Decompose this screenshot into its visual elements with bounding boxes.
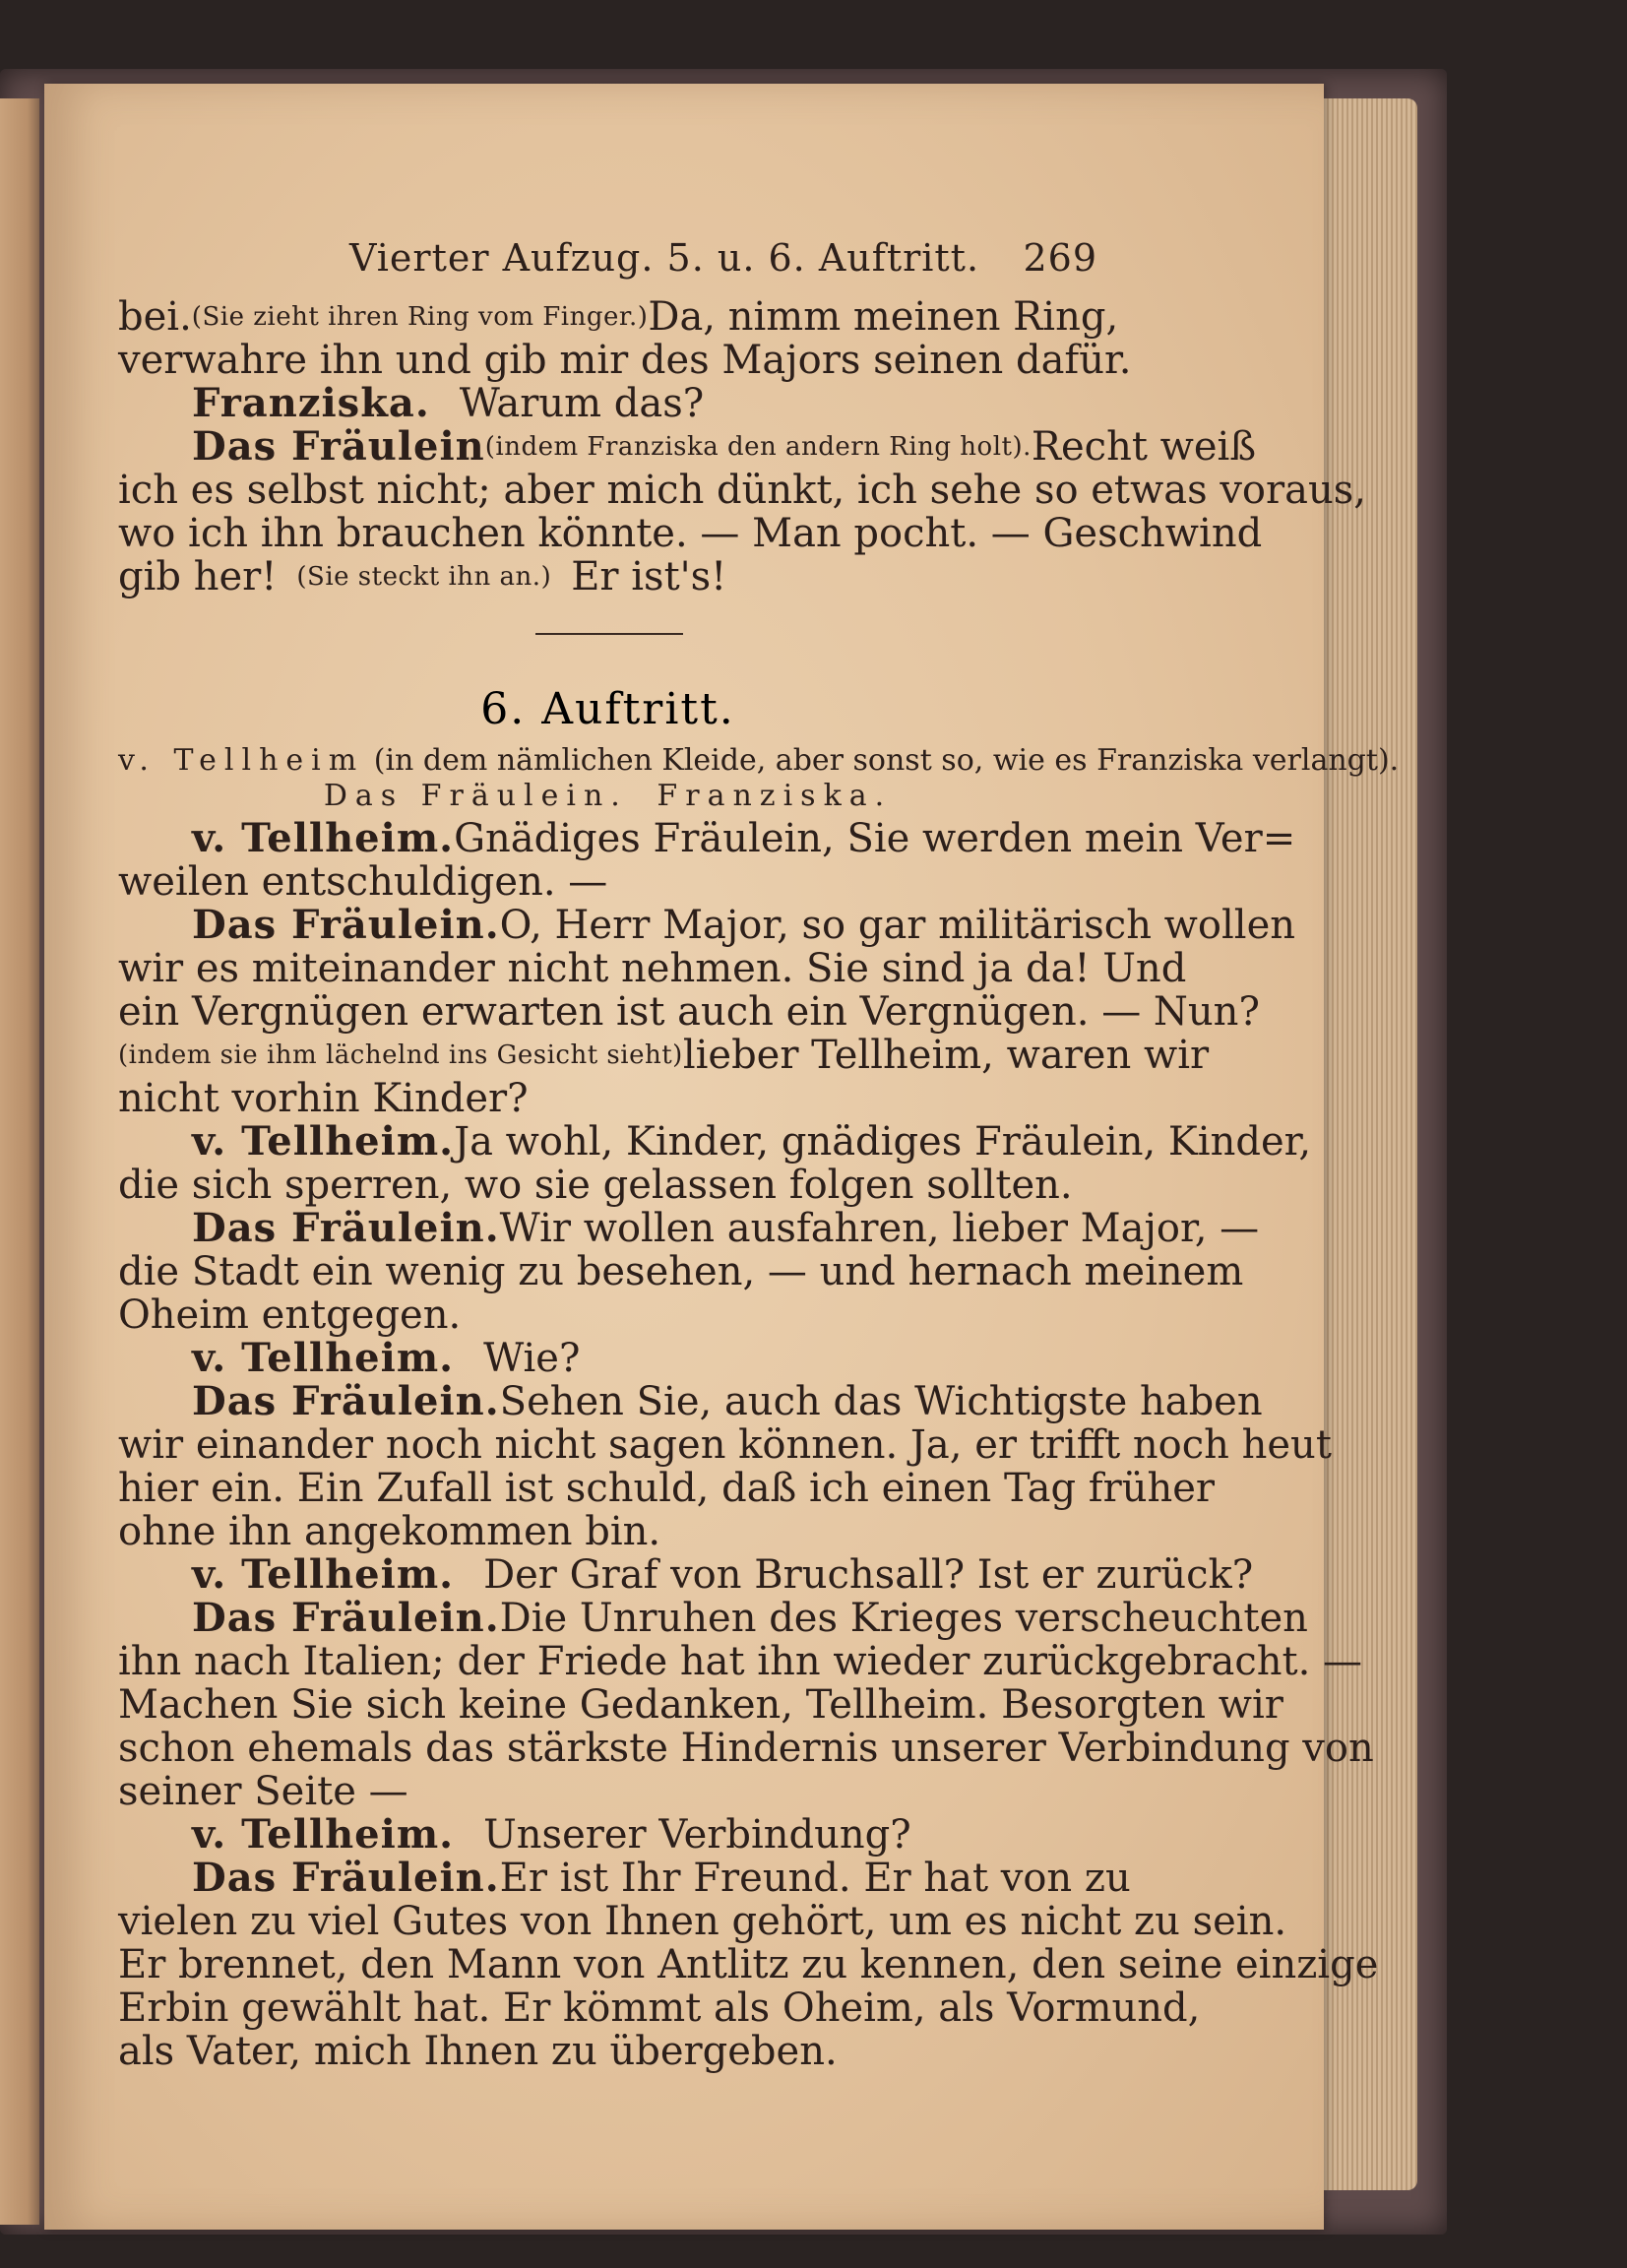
text-line: v. Tellheim. Wie? xyxy=(192,1335,581,1381)
scene-heading: 6. Auftritt. xyxy=(480,684,735,734)
running-head-title: Vierter Aufzug. 5. u. 6. Auftritt. xyxy=(349,236,980,280)
text-line: als Vater, mich Ihnen zu übergeben. xyxy=(118,2029,838,2074)
page-number: 269 xyxy=(1023,236,1097,280)
text-line: v. Tellheim. Ja wohl, Kinder, gnädiges Fräulein, Kinder, xyxy=(192,1118,1312,1165)
text-line: Machen Sie sich keine Gedanken, Tellheim. Besorgten wir xyxy=(118,1682,1283,1728)
text-line: v. Tellheim. Der Graf von Bruchsall? Ist er zurück? xyxy=(192,1551,1254,1598)
text-line: schon ehemals das stärkste Hindernis unserer Verbindung von xyxy=(118,1726,1374,1771)
text-line: ein Vergnügen erwarten ist auch ein Vergnügen. — Nun? xyxy=(118,989,1260,1035)
text-line: Das Fräulein. Er ist Ihr Freund. Er hat von zu xyxy=(192,1855,1131,1901)
speaker-name: Franziska. xyxy=(192,380,430,426)
running-head xyxy=(118,236,1097,280)
speaker-name: v. Tellheim. xyxy=(192,1811,455,1858)
text-line: wo ich ihn brauchen könnte. — Man pocht. — Geschwind xyxy=(118,511,1263,556)
text-line: Erbin gewählt hat. Er kömmt als Oheim, als Vormund, xyxy=(118,1985,1201,2031)
text-line: seiner Seite — xyxy=(118,1769,408,1814)
text-line: v. Tellheim. Gnädiges Fräulein, Sie werden mein Ver= xyxy=(192,815,1296,861)
text-line: Er brennet, den Mann von Antlitz zu kennen, den seine einzige xyxy=(118,1942,1379,1987)
text-line: gib her! (Sie steckt ihn an.) Er ist's! xyxy=(118,554,727,599)
cast-list xyxy=(118,743,1400,814)
left-page-edge xyxy=(0,98,39,2225)
text-line: Das Fräulein. Wir wollen ausfahren, lieber Major, — xyxy=(192,1205,1260,1251)
text-line: Das Fräulein. Die Unruhen des Krieges verscheuchten xyxy=(192,1595,1308,1641)
text-line: bei. (Sie zieht ihren Ring vom Finger.) Da, nimm meinen Ring, xyxy=(118,294,1119,340)
text-line: ich es selbst nicht; aber mich dünkt, ich sehe so etwas voraus, xyxy=(118,468,1366,513)
section-divider xyxy=(535,633,683,635)
text-line: Das Fräulein. O, Herr Major, so gar militärisch wollen xyxy=(192,902,1296,948)
speaker-name: v. Tellheim. xyxy=(192,815,455,861)
speaker-name: v. Tellheim. xyxy=(192,1335,455,1381)
text-line: Das Fräulein (indem Franziska den andern Ring holt). Recht weiß xyxy=(192,423,1257,470)
text-line: Franziska. Warum das? xyxy=(192,380,705,426)
text-line: ohne ihn angekommen bin. xyxy=(118,1509,661,1554)
text-line: nicht vorhin Kinder? xyxy=(118,1076,529,1121)
text-line: weilen entschuldigen. — xyxy=(118,859,608,905)
speaker-name: Das Fräulein. xyxy=(192,1855,500,1901)
cast-line: v. Tellheim (in dem nämlichen Kleide, aber sonst so, wie es Franziska verlangt). xyxy=(118,743,1400,778)
text-line: die sich sperren, wo sie gelassen folgen sollten. xyxy=(118,1163,1073,1208)
text-line: wir einander noch nicht sagen können. Ja, er trifft noch heut xyxy=(118,1422,1332,1468)
text-line: verwahre ihn und gib mir des Majors seinen dafür. xyxy=(118,338,1132,383)
text-line: (indem sie ihm lächelnd ins Gesicht sieht) lieber Tellheim, waren wir xyxy=(118,1033,1210,1078)
scene6-dialogue xyxy=(118,815,1379,2074)
speaker-name: v. Tellheim. xyxy=(192,1118,455,1165)
speaker-name: v. Tellheim. xyxy=(192,1551,455,1598)
speaker-name: Das Fräulein. xyxy=(192,1595,500,1641)
speaker-name: Das Fräulein. xyxy=(192,902,500,948)
text-line: die Stadt ein wenig zu besehen, — und hernach meinem xyxy=(118,1249,1244,1294)
speaker-name: Das Fräulein. xyxy=(192,1378,500,1424)
text-line: Das Fräulein. Sehen Sie, auch das Wichtigste haben xyxy=(192,1378,1263,1424)
cast-line: Das Fräulein. Franziska. xyxy=(323,779,893,813)
text-line: vielen zu viel Gutes von Ihnen gehört, um es nicht zu sein. xyxy=(118,1899,1287,1944)
text-line: v. Tellheim. Unserer Verbindung? xyxy=(192,1811,911,1858)
scene5-text xyxy=(118,294,1366,599)
text-line: hier ein. Ein Zufall ist schuld, daß ich einen Tag früher xyxy=(118,1466,1216,1511)
speaker-name: Das Fräulein. xyxy=(192,1205,500,1251)
text-line: wir es miteinander nicht nehmen. Sie sind ja da! Und xyxy=(118,946,1187,991)
text-line: Oheim entgegen. xyxy=(118,1292,462,1338)
speaker-name: Das Fräulein xyxy=(192,423,485,470)
text-line: ihn nach Italien; der Friede hat ihn wieder zurückgebracht. — xyxy=(118,1639,1363,1684)
